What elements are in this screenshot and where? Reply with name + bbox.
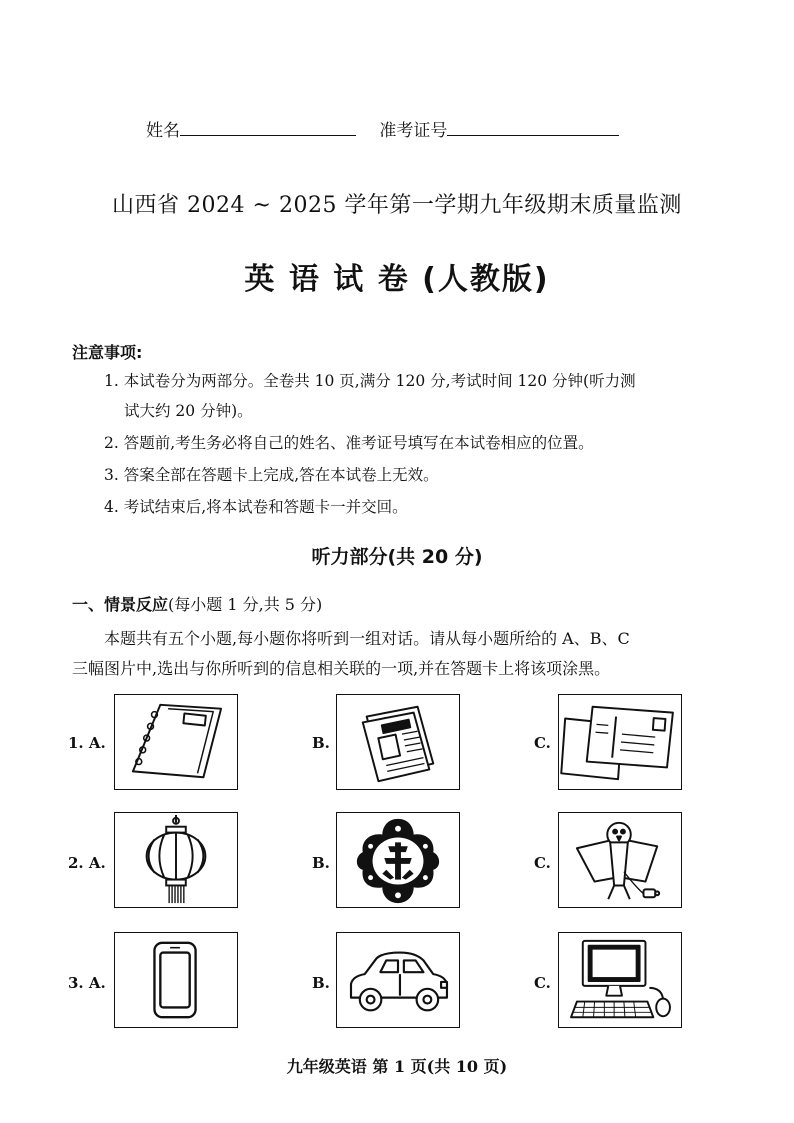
section-title: 听力部分(共 20 分)	[311, 546, 483, 568]
lantern-icon	[115, 813, 237, 907]
q2-option-c[interactable]	[558, 812, 682, 908]
q1-option-c[interactable]	[558, 694, 682, 790]
q2-option-a[interactable]	[114, 812, 238, 908]
q2-label-a: 2. A.	[68, 854, 106, 872]
computer-icon	[559, 933, 681, 1027]
page-footer: 九年级英语 第 1 页(共 10 页)	[286, 1057, 508, 1076]
q2-label-c: C.	[534, 854, 551, 872]
postcard-icon	[559, 695, 681, 789]
q2-option-b[interactable]	[336, 812, 460, 908]
exam-title: 山西省 2024 ~ 2025 学年第一学期九年级期末质量监测	[112, 193, 682, 218]
q2-label-b: B.	[312, 854, 330, 872]
exam-subtitle: 英 语 试 卷 (人教版)	[244, 262, 550, 297]
q3-option-a[interactable]	[114, 932, 238, 1028]
q1-option-b[interactable]	[336, 694, 460, 790]
part1-instructions-1: 本题共有五个小题,每小题你将听到一组对话。请从每小题所给的 A、B、C	[104, 629, 630, 648]
newspaper-icon	[337, 695, 459, 789]
notice-item-1: 1. 本试卷分为两部分。全卷共 10 页,满分 120 分,考试时间 120 分钟(听力测	[104, 372, 636, 390]
part1-score: (每小题 1 分,共 5 分)	[168, 595, 323, 614]
part1-instructions-2: 三幅图片中,选出与你所听到的信息相关联的一项,并在答题卡上将该项涂黑。	[72, 659, 611, 678]
phone-icon	[115, 933, 237, 1027]
kite-icon	[559, 813, 681, 907]
q3-label-c: C.	[534, 974, 551, 992]
q3-option-c[interactable]	[558, 932, 682, 1028]
q1-label-c: C.	[534, 734, 551, 752]
q3-option-b[interactable]	[336, 932, 460, 1028]
paper-cut-icon	[337, 813, 459, 907]
car-icon	[337, 933, 459, 1027]
notice-heading: 注意事项:	[72, 343, 143, 362]
candidate-info	[146, 116, 619, 141]
q1-label-a: 1. A.	[68, 734, 106, 752]
notice-item-1-cont: 试大约 20 分钟)。	[124, 402, 253, 420]
notice-item-2: 2. 答题前,考生务必将自己的姓名、准考证号填写在本试卷相应的位置。	[104, 434, 594, 452]
name-blank[interactable]	[180, 121, 356, 136]
id-blank[interactable]	[447, 121, 619, 136]
q1-option-a[interactable]	[114, 694, 238, 790]
notice-item-3: 3. 答案全部在答题卡上完成,答在本试卷上无效。	[104, 466, 439, 484]
q3-label-b: B.	[312, 974, 330, 992]
q3-label-a: 3. A.	[68, 974, 106, 992]
name-label: 姓名	[146, 121, 180, 141]
notebook-icon	[115, 695, 237, 789]
notice-item-4: 4. 考试结束后,将本试卷和答题卡一并交回。	[104, 498, 408, 516]
id-label: 准考证号	[379, 121, 448, 141]
part1-title: 一、情景反应	[72, 595, 169, 614]
part1-heading	[72, 592, 322, 615]
q1-label-b: B.	[312, 734, 330, 752]
